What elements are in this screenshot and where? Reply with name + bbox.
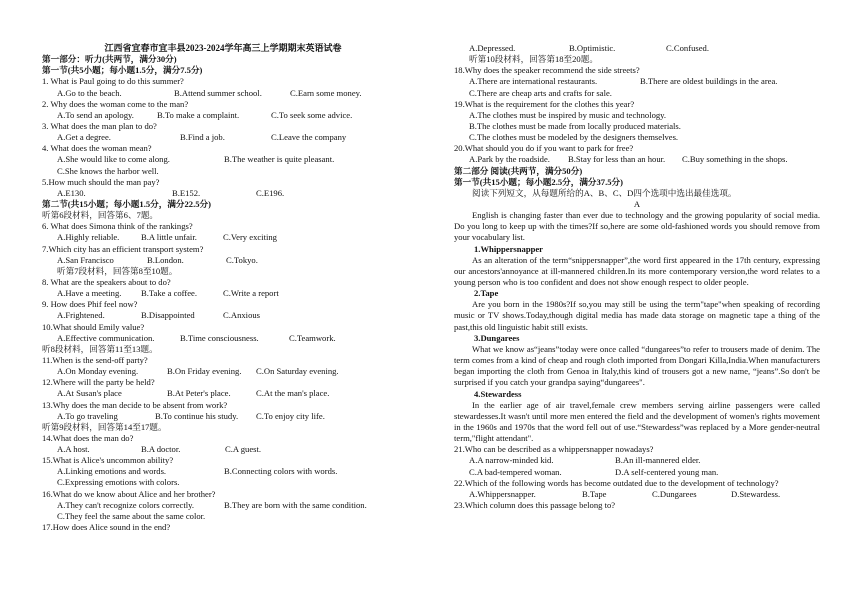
option: A.A narrow-minded kid. <box>469 455 554 466</box>
instruction: 听第9段材料，回答第14至17题。 <box>42 421 167 432</box>
option: A.Highly reliable. <box>57 232 120 243</box>
option: B.To continue his study. <box>155 410 239 421</box>
options-row <box>454 121 820 132</box>
options-row <box>42 132 404 143</box>
options-row <box>42 255 404 266</box>
options-row <box>42 466 404 477</box>
option: B.They are born with the same condition. <box>224 499 367 510</box>
option: B.Time consciousness. <box>180 332 259 343</box>
question: 18.Why does the speaker recommend the side streets? <box>454 65 640 76</box>
options-row <box>454 76 820 87</box>
options-row <box>42 110 404 121</box>
option: C.Buy something in the shops. <box>682 154 788 165</box>
option: C.They feel the same about the same color. <box>57 510 206 521</box>
option: A.To send an apology. <box>57 109 134 120</box>
question: 15.What is Alice's uncommon ability? <box>42 455 174 466</box>
question: 14.What does the man do? <box>42 432 134 443</box>
instruction: 听第7段材料，回答第8至10题。 <box>57 265 178 276</box>
option: C.A guest. <box>225 444 262 455</box>
option: C.She knows the harbor well. <box>57 165 159 176</box>
option: B.Find a job. <box>180 132 225 143</box>
option: B.There are oldest buildings in the area. <box>640 76 778 87</box>
question: 5.How much should the man pay? <box>42 176 160 187</box>
question: 21.Who can be described as a whippersnapper nowadays? <box>454 444 654 455</box>
section-heading: 第一节(共15小题；每小题2.5分，满分37.5分) <box>454 176 624 187</box>
question: 13.Why does the man decide to be absent from work? <box>42 399 228 410</box>
option: C.The clothes must be modeled by the designers themselves. <box>469 132 679 143</box>
option: B.The weather is quite pleasant. <box>224 154 335 165</box>
question: 17.How does Alice sound in the end? <box>42 522 171 533</box>
options-row <box>42 154 404 165</box>
paragraph: English is changing faster than ever due to technology and the growing popularity of social media. Do you long to keep up with the times?If so,here are some old-fashioned words you should remove from your vocabulary list. <box>454 210 820 243</box>
subheading: 2.Tape <box>474 288 499 299</box>
option: A.At Susan's place <box>57 388 122 399</box>
question: 16.What do we know about Alice and her brother? <box>42 488 216 499</box>
option: B.Disappointed <box>141 310 195 321</box>
options-row <box>42 411 404 422</box>
instruction: 听8段材料，回答第11至13题。 <box>42 343 158 354</box>
options-row <box>42 288 404 299</box>
options-row <box>42 366 404 377</box>
passage-letter: A <box>633 198 641 209</box>
option: C.Earn some money. <box>290 87 362 98</box>
option: C.Confused. <box>666 43 709 53</box>
option: A.Whippersnapper. <box>469 488 536 499</box>
option: C.Leave the company <box>271 132 347 143</box>
question: 10.What should Emily value? <box>42 321 145 332</box>
option: A.Park by the roadside. <box>469 154 550 165</box>
options-row <box>42 166 404 177</box>
option: C.There are cheap arts and crafts for sale. <box>469 87 612 98</box>
option: A.E130. <box>57 187 86 198</box>
option: A.Get a degree. <box>57 132 111 143</box>
options-row <box>42 88 404 99</box>
options-row <box>42 511 404 522</box>
option: C.Dungarees <box>652 488 697 499</box>
option: B.The clothes must be made from locally produced materials. <box>469 120 681 131</box>
option: A.There are international restaurants. <box>469 76 598 87</box>
option: C.To enjoy city life. <box>256 410 325 421</box>
option: C.Anxious <box>223 310 261 321</box>
options-row <box>42 444 404 455</box>
part-heading: 第一部分：听力(共两节，满分30分) <box>42 54 177 65</box>
question: 8. What are the speakers about to do? <box>42 276 171 287</box>
paragraph: As an alteration of the term“snippersnapper”,the word first appeared in the 17th century, expressing our ancestors'annoyance at ill-mannered children.In its more contemporary version,the word relates to a young person who is too confident and does not show enough respect to older people. <box>454 254 820 288</box>
option: C.E196. <box>256 187 285 198</box>
option: B.A little unfair. <box>141 232 197 243</box>
subheading: 1.Whippersnapper <box>474 243 544 254</box>
option: C.Write a report <box>223 288 279 299</box>
subheading: 3.Dungarees <box>474 332 520 343</box>
options-row <box>42 188 404 199</box>
question: 6. What does Simona think of the rankings? <box>42 221 193 232</box>
option: C.Expressing emotions with colors. <box>57 477 180 488</box>
question: 22.Which of the following words has become outdated due to the development of technology? <box>454 477 779 488</box>
options-row <box>454 489 820 500</box>
exam-title: 江西省宜春市宜丰县2023-2024学年高三上学期期末英语试卷 <box>104 43 342 53</box>
question: 11.When is the send-off party? <box>42 354 148 365</box>
section-heading: 第一节(共5小题；每小题1.5分，满分7.5分) <box>42 65 203 76</box>
option: D.A self-centered young man. <box>615 466 719 477</box>
option: B.An ill-mannered elder. <box>615 455 701 466</box>
option: A.Have a meeting. <box>57 288 122 299</box>
question: 7.Which city has an efficient transport system? <box>42 243 204 254</box>
options-row <box>454 110 820 121</box>
option: A.A host. <box>57 444 90 455</box>
option: D.Stewardess. <box>731 488 781 499</box>
option: C.Tokyo. <box>226 254 258 265</box>
question: 3. What does the man plan to do? <box>42 120 157 131</box>
options-row <box>454 88 820 99</box>
options-row <box>454 132 820 143</box>
options-row <box>42 310 404 321</box>
instruction: 阅读下列短文，从每题所给的A、B、C、D四个选项中选出最佳选项。 <box>472 187 737 198</box>
option: B.Take a coffee. <box>141 288 198 299</box>
question: 20.What should you do if you want to park for free? <box>454 143 634 154</box>
instruction: 听第10段材料，回答第18至20题。 <box>469 54 598 65</box>
section-heading: 第二节(共15小题；每小题1.5分，满分22.5分) <box>42 198 212 209</box>
question: 12.Where will the party be held? <box>42 377 155 388</box>
option: C.On Saturday evening. <box>256 366 339 377</box>
options-row <box>454 43 820 54</box>
option: A.They can't recognize colors correctly. <box>57 499 194 510</box>
question: 23.Which column does this passage belong to? <box>454 500 616 511</box>
instruction: 听第6段材料，回答第6、7题。 <box>42 210 159 221</box>
option: B.London. <box>147 254 184 265</box>
question: 19.What is the requirement for the clothes this year? <box>454 98 635 109</box>
option: A.Frightened. <box>57 310 105 321</box>
option: A.San Francisco <box>57 254 114 265</box>
option: B.On Friday evening. <box>167 366 242 377</box>
option: B.Tape <box>582 488 607 499</box>
option: C.Teamwork. <box>289 332 336 343</box>
option: A.To go traveling <box>57 410 118 421</box>
option: A.Go to the beach. <box>57 87 122 98</box>
options-row <box>454 467 820 478</box>
options-row <box>42 232 404 243</box>
option: B.Connecting colors with words. <box>224 466 338 477</box>
option: B.Stay for less than an hour. <box>568 154 666 165</box>
question: 4. What does the woman mean? <box>42 143 152 154</box>
options-row <box>42 477 404 488</box>
option: A.She would like to come along. <box>57 154 170 165</box>
option: B.E152. <box>172 187 201 198</box>
option: C.A bad-tempered woman. <box>469 466 562 477</box>
options-row <box>454 455 820 466</box>
option: C.At the man's place. <box>256 388 330 399</box>
options-row <box>42 388 404 399</box>
question: 2. Why does the woman come to the man? <box>42 98 189 109</box>
option: B.Optimistic. <box>569 43 616 53</box>
right-column <box>454 0 820 511</box>
options-row <box>454 154 820 165</box>
option: B.To make a complaint. <box>157 109 240 120</box>
option: A.Depressed. <box>469 43 516 53</box>
options-row <box>42 333 404 344</box>
question: 1. What is Paul going to do this summer? <box>42 76 184 87</box>
subheading: 4.Stewardess <box>474 388 522 399</box>
option: C.Very exciting <box>223 232 277 243</box>
option: C.To seek some advice. <box>271 109 353 120</box>
option: A.The clothes must be inspired by music and technology. <box>469 109 667 120</box>
option: B.A doctor. <box>141 444 181 455</box>
option: A.Linking emotions and words. <box>57 466 167 477</box>
options-row <box>42 500 404 511</box>
option: A.Effective communication. <box>57 332 155 343</box>
paragraph: In the earlier age of air travel,female crew members serving airline passengers were called stewardesses.It wasn't until more men entered the field and the development of women's rights movement in the 1960s and 1970s that the word fell out of use.“Stewardess”was replaced by a More gender-neutral term,"flight attendant". <box>454 399 820 444</box>
option: B.At Peter's place. <box>167 388 231 399</box>
paragraph: What we know as“jeans”today were once called “dungarees”to refer to trousers made of denim. The term comes from a kind of cheap and rough cloth imported from Dongari Killa,India.When manufacturers began importing the cloth from Genoa in Italy,this kind of trousers got a new name, “jeans”.So don't be surprised if you catch your grandpa saying“dungarees". <box>454 343 820 388</box>
paragraph: Are you born in the 1980s?If so,you may still be using the term"tape"when speaking of recording music or TV shows.Today,though digital media has made data storage on magnetic tape a thing of the past,this old linguistic habit still exists. <box>454 299 820 332</box>
option: B.Attend summer school. <box>174 87 262 98</box>
option: A.On Monday evening. <box>57 366 139 377</box>
question: 9. How does Phif feel now? <box>42 299 138 310</box>
part-heading: 第二部分 阅读(共两节，满分50分) <box>454 165 583 176</box>
left-column <box>42 0 404 533</box>
